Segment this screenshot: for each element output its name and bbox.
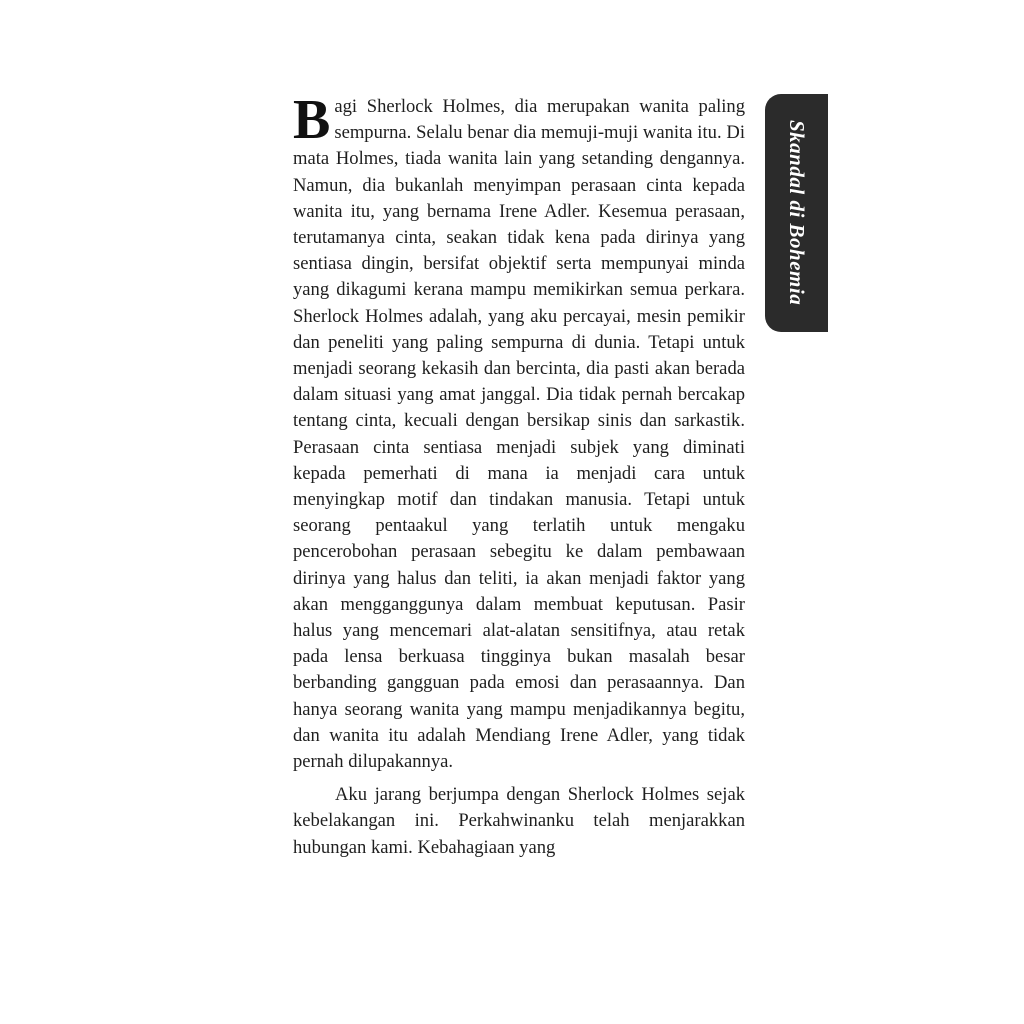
chapter-tab-label: Skandal di Bohemia — [785, 120, 809, 306]
paragraph-1-text: agi Sherlock Holmes, dia merupakan wanita paling sempurna. Selalu benar dia memuji-muji wanita itu. Di mata Holmes, tiada wanita lain yang setanding dengannya. Namun, dia bukanlah menyimpan perasaan cinta kepada wanita itu, yang bernama Irene Adler. Kesemua perasaan, terutamanya cinta, seakan tidak kena pada dirinya yang sentiasa dingin, bersifat objektif serta mempunyai minda yang dikagumi kerana mampu memikirkan semua perkara. Sherlock Holmes adalah, yang aku percayai, mesin pemikir dan peneliti yang paling sempurna di dunia. Tetapi untuk menjadi seorang kekasih dan bercinta, dia pasti akan berada dalam situasi yang amat janggal. Dia tidak pernah bercakap tentang cinta, kecuali dengan bersikap sinis dan sarkastik. Perasaan cinta sentiasa menjadi subjek yang diminati kepada pemerhati di mana ia menjadi cara untuk menyingkap motif dan tindakan manusia. Tetapi untuk seorang pentaakul yang terlatih untuk mengaku pencerobohan perasaan sebegitu ke dalam pembawaan dirinya yang halus dan teliti, ia akan menjadi faktor yang akan mengganggunya dalam membuat keputusan. Pasir halus yang mencemari alat-alatan sensitifnya, atau retak pada lensa berkuasa tingginya bukan masalah besar berbanding gangguan pada emosi dan perasaannya. Dan hanya seorang wanita yang mampu menjadikannya begitu, dan wanita itu adalah Mendiang Irene Adler, yang tidak pernah dilupakannya. — [293, 96, 745, 773]
body-text — [293, 89, 745, 861]
paragraph-1 — [293, 89, 745, 775]
paragraph-2: Aku jarang berjumpa dengan Sherlock Holmes sejak kebelakangan ini. Perkahwinanku telah menjarakkan hubungan kami. Kebahagiaan yang — [293, 784, 745, 858]
drop-cap: B — [293, 89, 331, 151]
chapter-tab — [765, 94, 828, 332]
